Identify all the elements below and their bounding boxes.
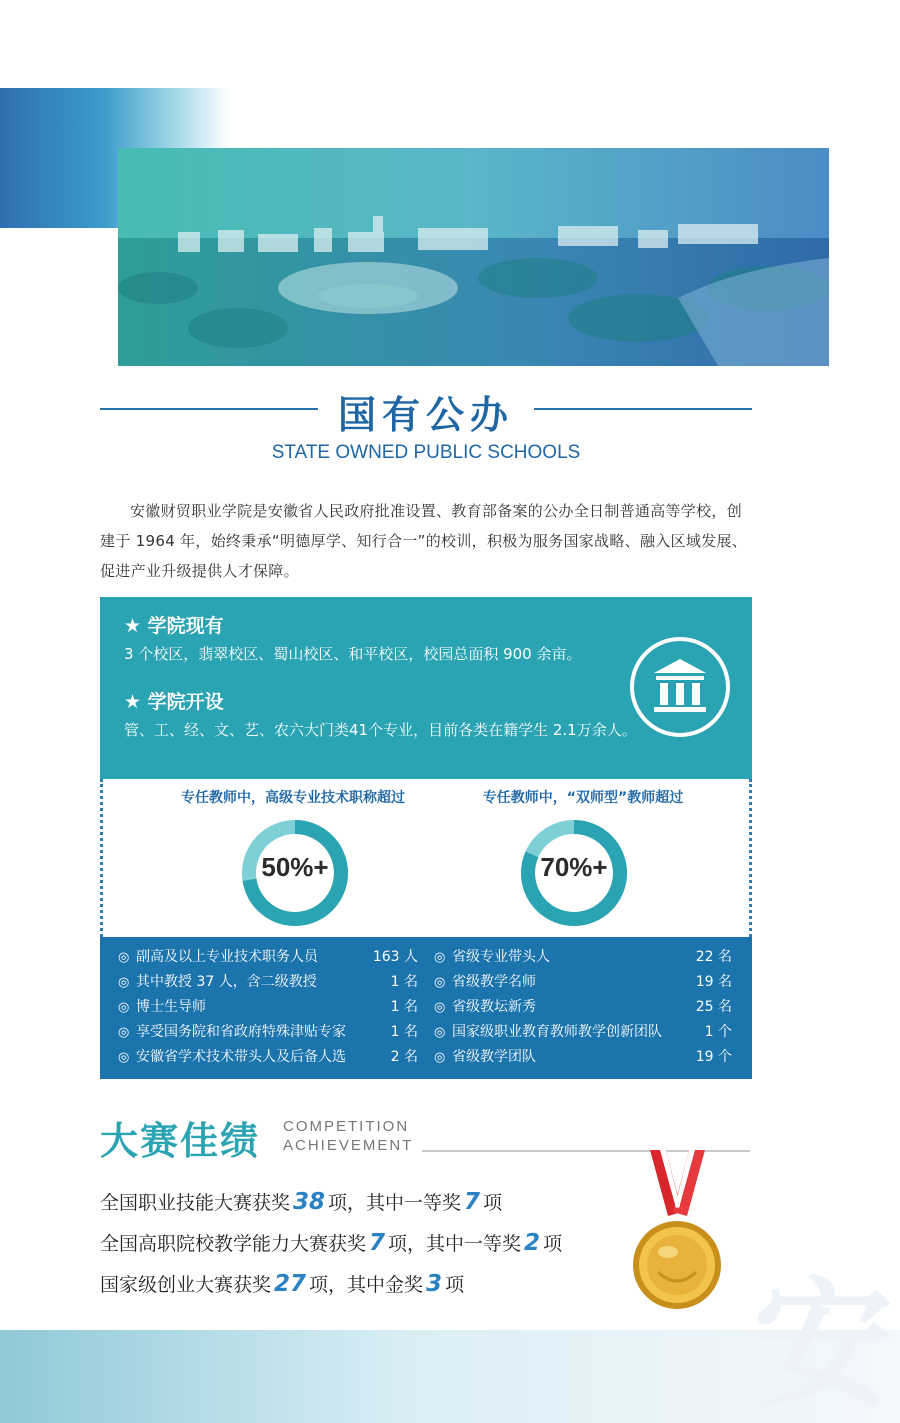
bullet-icon: ◎	[434, 950, 446, 965]
bullet-icon: ◎	[118, 975, 130, 990]
stat-value: 22 名	[695, 949, 732, 965]
bullet-icon: ◎	[118, 950, 130, 965]
stat-value: 19 个	[695, 1049, 732, 1065]
award-count: 7	[369, 1230, 386, 1256]
section-title-row	[100, 384, 752, 437]
highlights-panel	[100, 597, 752, 779]
competition-title: 大赛佳绩	[100, 1119, 261, 1163]
gauge-label-senior: 专任教师中，高级专业技术职称超过	[181, 790, 405, 806]
stat-label: 享受国务院和省政府特殊津贴专家	[136, 1024, 346, 1040]
award-line-skills	[100, 1188, 502, 1215]
stat-row	[118, 995, 418, 1020]
award-line-teaching	[100, 1229, 562, 1256]
stat-value: 1 名	[390, 1024, 418, 1040]
stat-row	[118, 945, 418, 970]
stat-label: 省级教学名师	[452, 974, 536, 990]
competition-subtitle-line1: COMPETITION	[283, 1118, 410, 1135]
majors-text: 管、工、经、文、艺、农六大门类41个专业，目前各类在籍学生 2.1万余人。	[124, 721, 637, 739]
award-text: 项，其中一等奖	[388, 1233, 522, 1255]
stat-value: 2 名	[390, 1049, 418, 1065]
campus-text: 3 个校区，翡翠校区、蜀山校区、和平校区，校园总面积 900 余亩。	[124, 645, 582, 663]
award-first-prize-count: 2	[524, 1230, 541, 1256]
gold-medal-icon	[630, 1150, 725, 1315]
bullet-icon: ◎	[118, 1025, 130, 1040]
stat-row	[118, 1020, 418, 1045]
competition-subtitle-line2: ACHIEVEMENT	[283, 1137, 414, 1154]
stat-value: 163 人	[372, 949, 418, 965]
stat-label: 省级教学团队	[452, 1049, 536, 1065]
stat-value: 1 个	[704, 1024, 732, 1040]
stat-row	[118, 1045, 418, 1070]
teacher-ratio-panel	[100, 779, 752, 937]
bullet-icon: ◎	[434, 1000, 446, 1015]
bullet-icon: ◎	[434, 1025, 446, 1040]
stat-label: 安徽省学术技术带头人及后备人选	[136, 1049, 346, 1065]
award-text: 全国职业技能大赛获奖	[100, 1192, 291, 1214]
bullet-icon: ◎	[118, 1000, 130, 1015]
award-text: 项	[543, 1233, 563, 1255]
stat-label: 副高及以上专业技术职务人员	[136, 949, 318, 965]
section-title: 国有公办	[337, 393, 514, 437]
stat-row	[434, 945, 732, 970]
award-text: 项	[483, 1192, 503, 1214]
gauge-senior-value: 50%+	[261, 852, 329, 882]
award-text: 项	[445, 1274, 465, 1296]
stat-row	[118, 970, 418, 995]
gauge-senior-title	[236, 814, 354, 932]
award-count: 27	[274, 1271, 307, 1297]
campus-heading: ★ 学院现有	[124, 615, 224, 637]
stat-label: 省级教坛新秀	[452, 999, 536, 1015]
stat-label: 其中教授 37 人，含二级教授	[136, 974, 317, 990]
section-subtitle: STATE OWNED PUBLIC SCHOOLS	[271, 442, 581, 463]
watermark-character: 安	[752, 1265, 893, 1423]
award-text: 项，其中金奖	[309, 1274, 424, 1296]
bullet-icon: ◎	[118, 1050, 130, 1065]
faculty-stats-panel	[100, 937, 752, 1079]
stat-row	[434, 1020, 732, 1045]
campus-aerial-photo	[118, 148, 829, 366]
majors-heading: ★ 学院开设	[124, 691, 224, 713]
stat-row	[434, 1045, 732, 1070]
gauge-dual-value: 70%+	[540, 852, 608, 882]
stat-label: 博士生导师	[136, 999, 206, 1015]
stat-label: 国家级职业教育教师教学创新团队	[452, 1024, 662, 1040]
award-line-entrepreneurship	[100, 1270, 464, 1297]
award-gold-count: 3	[426, 1271, 443, 1297]
bullet-icon: ◎	[434, 1050, 446, 1065]
stat-value: 19 名	[695, 974, 732, 990]
stat-value: 1 名	[390, 974, 418, 990]
award-text: 国家级创业大赛获奖	[100, 1274, 272, 1296]
institution-building-icon	[630, 637, 730, 737]
stat-value: 25 名	[695, 999, 732, 1015]
stat-row	[434, 970, 732, 995]
gauge-label-dual: 专任教师中，“双师型”教师超过	[482, 790, 684, 806]
award-text: 全国高职院校教学能力大赛获奖	[100, 1233, 367, 1255]
stat-label: 省级专业带头人	[452, 949, 550, 965]
stat-value: 1 名	[390, 999, 418, 1015]
award-text: 项，其中一等奖	[328, 1192, 462, 1214]
award-first-prize-count: 7	[464, 1189, 481, 1215]
bullet-icon: ◎	[434, 975, 446, 990]
stat-row	[434, 995, 732, 1020]
intro-paragraph: 安徽财贸职业学院是安徽省人民政府批准设置、教育部备案的公办全日制普通高等学校，创建于 1964 年，始终秉承“明德厚学、知行合一”的校训，积极为服务国家战略、融入区域发展、促进产业升级提供人才保障。	[100, 502, 748, 580]
award-count: 38	[293, 1189, 326, 1215]
gauge-dual-qualified	[515, 814, 633, 932]
